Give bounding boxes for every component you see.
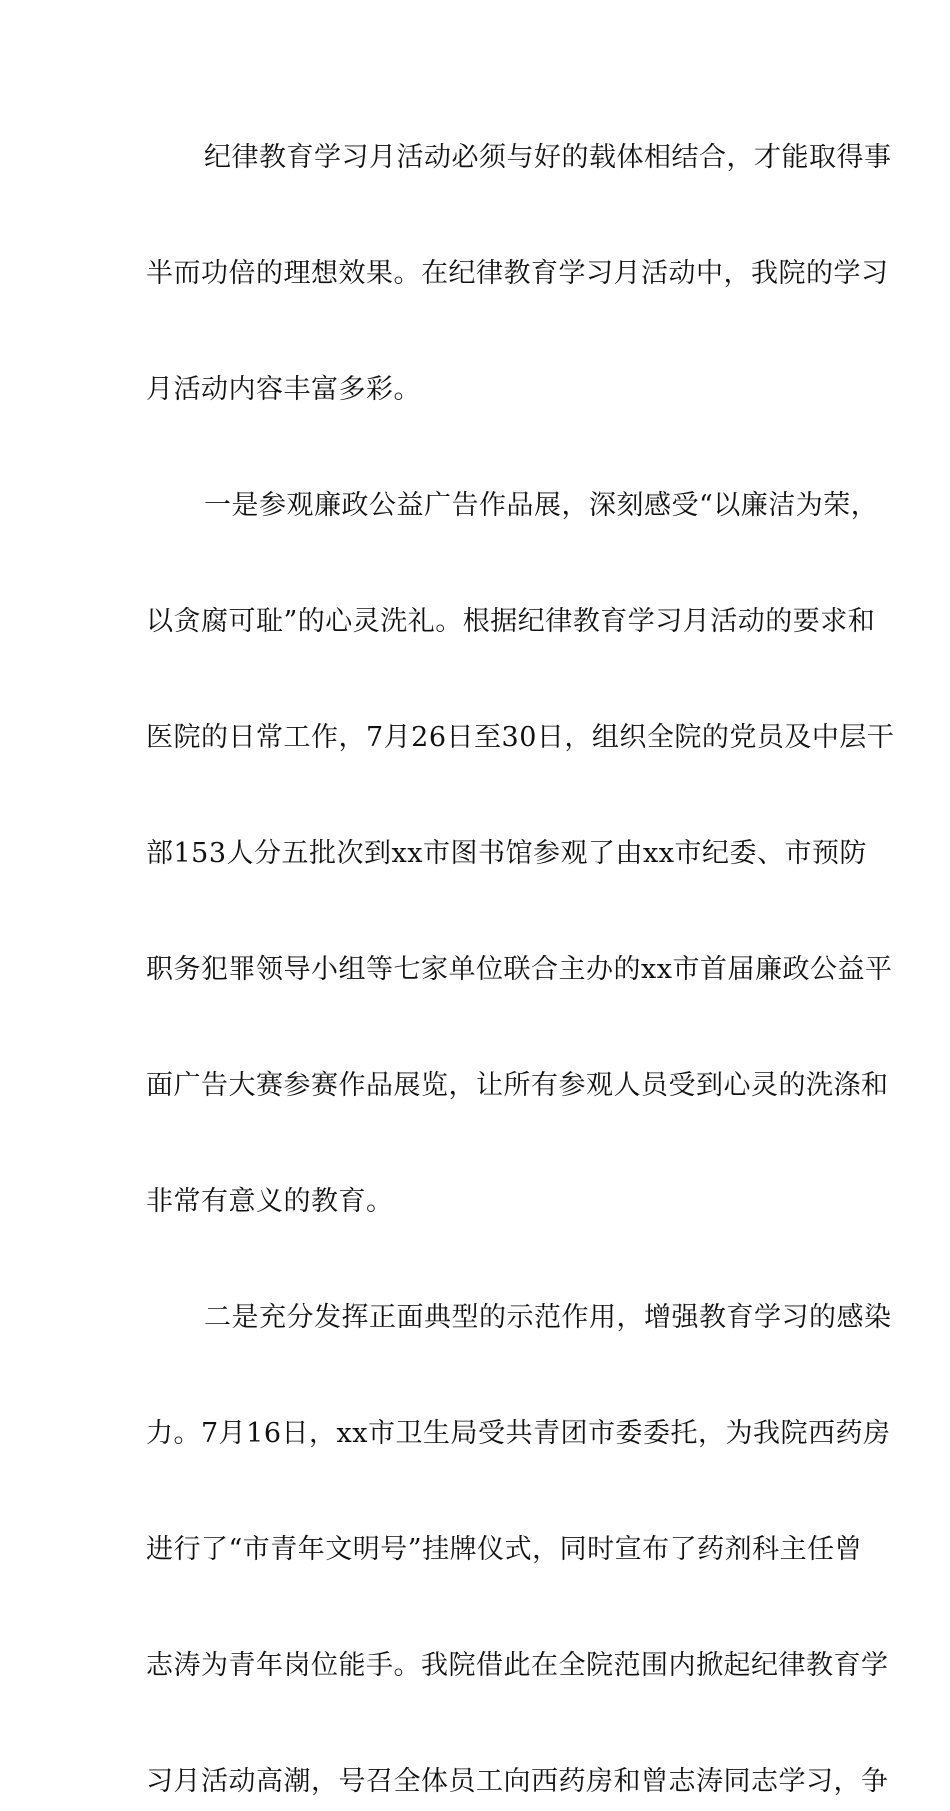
paragraph-3-line-2: 力。7月16日，xx市卫生局受共青团市委委托，为我院西药房: [146, 1418, 891, 1449]
paragraph-2-line-5: 职务犯罪领导小组等七家单位联合主办的xx市首届廉政公益平: [146, 954, 893, 985]
paragraph-2-line-7: 非常有意义的教育。: [146, 1186, 394, 1217]
paragraph-2-line-3: 医院的日常工作，7月26日至30日，组织全院的党员及中层干: [146, 722, 895, 753]
paragraph-2-line-2: 以贪腐可耻”的心灵洗礼。根据纪律教育学习月活动的要求和: [146, 606, 876, 637]
paragraph-1-line-1: 纪律教育学习月活动必须与好的载体相结合，才能取得事: [204, 142, 892, 173]
paragraph-3-line-4: 志涛为青年岗位能手。我院借此在全院范围内掀起纪律教育学: [146, 1650, 889, 1681]
paragraph-2-line-4: 部153人分五批次到xx市图书馆参观了由xx市纪委、市预防: [146, 838, 867, 869]
paragraph-3-line-3: 进行了“市青年文明号”挂牌仪式，同时宣布了药剂科主任曾: [146, 1534, 863, 1565]
document-body: [146, 129, 895, 1811]
paragraph-1-line-2: 半而功倍的理想效果。在纪律教育学习月活动中，我院的学习: [146, 258, 889, 289]
paragraph-2-line-6: 面广告大赛参赛作品展览，让所有参观人员受到心灵的洗涤和: [146, 1070, 889, 1101]
paragraph-1-line-3: 月活动内容丰富多彩。: [146, 374, 421, 405]
paragraph-3-line-1: 二是充分发挥正面典型的示范作用，增强教育学习的感染: [204, 1302, 892, 1333]
paragraph-3-line-5: 习月活动高潮，号召全体员工向西药房和曾志涛同志学习，争: [146, 1766, 889, 1797]
paragraph-2-line-1: 一是参观廉政公益广告作品展，深刻感受“以廉洁为荣，: [204, 490, 879, 521]
